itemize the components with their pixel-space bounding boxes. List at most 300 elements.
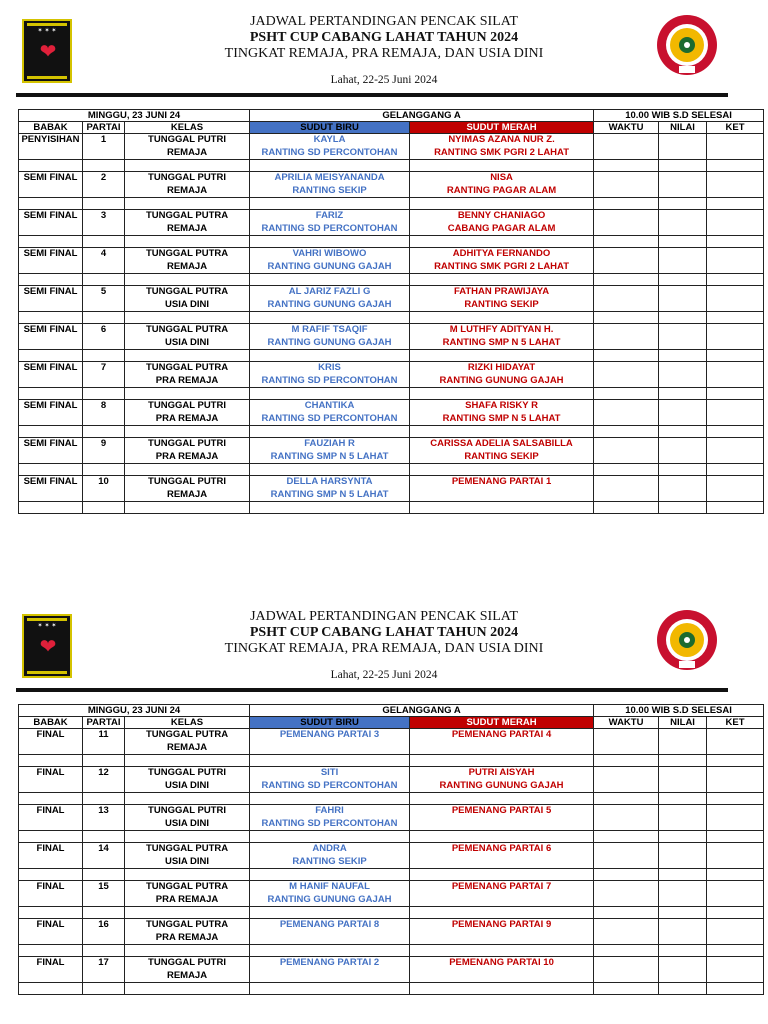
- day-cell: MINGGU, 23 JUNI 24: [19, 705, 250, 717]
- spacer-row: [19, 869, 764, 881]
- spacer-cell: [410, 160, 594, 172]
- babak-cell: PENYISIHAN: [19, 134, 83, 160]
- time-cell: 10.00 WIB S.D SELESAI: [594, 705, 764, 717]
- sudut-merah-cell-line-2: RANTING GUNUNG GAJAH: [439, 374, 564, 386]
- spacer-cell: [659, 755, 707, 767]
- table-row: [19, 843, 764, 869]
- babak-cell: FINAL: [19, 729, 83, 755]
- spacer-cell: [594, 160, 659, 172]
- kelas-cell: [125, 210, 250, 236]
- spacer-row: [19, 312, 764, 324]
- spacer-cell: [659, 426, 707, 438]
- babak-cell: FINAL: [19, 767, 83, 793]
- ket-cell: [707, 767, 764, 793]
- spacer-cell: [410, 198, 594, 210]
- table-row: [19, 324, 764, 350]
- table-row: [19, 210, 764, 236]
- spacer-row: [19, 198, 764, 210]
- sudut-biru-cell: [250, 134, 410, 160]
- sudut-merah-cell-line-2: RANTING SMP N 5 LAHAT: [442, 412, 561, 424]
- sudut-biru-cell-line-1: FARIZ: [315, 210, 344, 221]
- psht-emblem-icon: ✶ ✶ ✶ ❤: [22, 19, 72, 83]
- spacer-cell: [410, 983, 594, 995]
- sudut-merah-cell: [410, 438, 594, 464]
- sudut-merah-cell-line-1: FATHAN PRAWIJAYA: [453, 286, 550, 297]
- table-day-row: [19, 110, 764, 122]
- sudut-merah-cell: [410, 476, 594, 502]
- column-header: KET: [707, 122, 764, 134]
- ket-cell: [707, 286, 764, 312]
- spacer-cell: [19, 502, 83, 514]
- kelas-cell-line-1: TUNGGAL PUTRI: [148, 438, 226, 449]
- ket-cell: [707, 400, 764, 426]
- kelas-cell: [125, 957, 250, 983]
- ket-cell: [707, 134, 764, 160]
- spacer-cell: [410, 388, 594, 400]
- sudut-biru-cell-line-2: RANTING SD PERCONTOHAN: [261, 412, 398, 424]
- sudut-merah-cell-line-1: PEMENANG PARTAI 1: [451, 476, 552, 487]
- partai-cell: 2: [83, 172, 125, 198]
- spacer-cell: [594, 236, 659, 248]
- babak-cell: SEMI FINAL: [19, 286, 83, 312]
- nilai-cell: [659, 729, 707, 755]
- spacer-cell: [83, 464, 125, 476]
- spacer-cell: [19, 907, 83, 919]
- table-row: [19, 172, 764, 198]
- partai-cell: 12: [83, 767, 125, 793]
- spacer-cell: [659, 945, 707, 957]
- spacer-cell: [659, 236, 707, 248]
- sudut-merah-cell-line-1: PEMENANG PARTAI 5: [451, 805, 552, 816]
- table-header-row: [19, 717, 764, 729]
- partai-cell: 6: [83, 324, 125, 350]
- column-header: KET: [707, 717, 764, 729]
- header-title-2: PSHT CUP CABANG LAHAT TAHUN 2024: [249, 625, 519, 640]
- spacer-cell: [659, 274, 707, 286]
- column-header: BABAK: [19, 122, 83, 134]
- spacer-cell: [250, 945, 410, 957]
- spacer-cell: [410, 831, 594, 843]
- sudut-merah-cell-line-2: RANTING SMK PGRI 2 LAHAT: [434, 260, 569, 272]
- sudut-biru-cell-line-1: FAUZIAH R: [304, 438, 355, 449]
- ket-cell: [707, 324, 764, 350]
- kelas-cell-line-1: TUNGGAL PUTRA: [145, 210, 229, 221]
- column-header: NILAI: [659, 717, 707, 729]
- sudut-biru-cell-line-1: VAHRI WIBOWO: [292, 248, 367, 259]
- partai-cell: 7: [83, 362, 125, 388]
- spacer-cell: [19, 755, 83, 767]
- kelas-cell-line-2: USIA DINI: [165, 298, 209, 310]
- header-title-2: PSHT CUP CABANG LAHAT TAHUN 2024: [249, 30, 519, 45]
- sudut-biru-cell: [250, 805, 410, 831]
- table-row: [19, 248, 764, 274]
- spacer-cell: [594, 388, 659, 400]
- sudut-biru-cell-line-2: RANTING SD PERCONTOHAN: [261, 817, 398, 829]
- sudut-biru-cell-line-1: PEMENANG PARTAI 8: [279, 919, 380, 930]
- ket-cell: [707, 957, 764, 983]
- sudut-biru-cell-line-1: KRIS: [318, 362, 341, 373]
- kelas-cell-line-1: TUNGGAL PUTRA: [145, 881, 229, 892]
- partai-cell: 15: [83, 881, 125, 907]
- sudut-biru-cell-line-1: ANDRA: [312, 843, 347, 854]
- kelas-cell-line-2: REMAJA: [166, 184, 208, 196]
- spacer-cell: [125, 983, 250, 995]
- spacer-cell: [83, 236, 125, 248]
- kelas-cell: [125, 843, 250, 869]
- ket-cell: [707, 362, 764, 388]
- spacer-cell: [83, 502, 125, 514]
- kelas-cell-line-1: TUNGGAL PUTRA: [145, 919, 229, 930]
- table-row: [19, 805, 764, 831]
- spacer-cell: [707, 388, 764, 400]
- column-header: SUDUT BIRU: [250, 717, 410, 729]
- spacer-cell: [594, 350, 659, 362]
- sudut-biru-cell-line-2: RANTING GUNUNG GAJAH: [267, 893, 392, 905]
- babak-cell: FINAL: [19, 881, 83, 907]
- sudut-merah-cell-line-2: RANTING SEKIP: [464, 298, 539, 310]
- spacer-cell: [707, 502, 764, 514]
- waktu-cell: [594, 172, 659, 198]
- spacer-row: [19, 388, 764, 400]
- sudut-biru-cell: [250, 438, 410, 464]
- sudut-biru-cell-line-1: M HANIF NAUFAL: [289, 881, 370, 892]
- babak-cell: FINAL: [19, 919, 83, 945]
- sudut-merah-cell: [410, 843, 594, 869]
- spacer-cell: [410, 350, 594, 362]
- spacer-cell: [250, 907, 410, 919]
- sudut-biru-cell-line-2: RANTING GUNUNG GAJAH: [267, 298, 392, 310]
- babak-cell: FINAL: [19, 805, 83, 831]
- column-header: WAKTU: [594, 717, 659, 729]
- sudut-biru-cell: [250, 476, 410, 502]
- waktu-cell: [594, 210, 659, 236]
- spacer-cell: [250, 869, 410, 881]
- column-header: PARTAI: [83, 717, 125, 729]
- spacer-cell: [19, 350, 83, 362]
- kelas-cell-line-2: PRA REMAJA: [155, 412, 219, 424]
- kelas-cell-line-2: USIA DINI: [165, 817, 209, 829]
- sudut-biru-cell-line-2: RANTING SEKIP: [292, 855, 367, 867]
- spacer-cell: [707, 464, 764, 476]
- kelas-cell-line-1: TUNGGAL PUTRI: [148, 767, 226, 778]
- nilai-cell: [659, 881, 707, 907]
- spacer-cell: [125, 755, 250, 767]
- partai-cell: 11: [83, 729, 125, 755]
- spacer-cell: [125, 831, 250, 843]
- day-cell: MINGGU, 23 JUNI 24: [19, 110, 250, 122]
- kelas-cell: [125, 729, 250, 755]
- spacer-cell: [594, 907, 659, 919]
- spacer-cell: [250, 464, 410, 476]
- kelas-cell: [125, 881, 250, 907]
- spacer-cell: [83, 755, 125, 767]
- partai-cell: 4: [83, 248, 125, 274]
- sudut-merah-cell-line-2: RANTING GUNUNG GAJAH: [439, 779, 564, 791]
- waktu-cell: [594, 286, 659, 312]
- babak-cell: SEMI FINAL: [19, 476, 83, 502]
- sudut-merah-cell-line-1: PEMENANG PARTAI 10: [449, 957, 554, 968]
- spacer-cell: [125, 312, 250, 324]
- spacer-cell: [125, 198, 250, 210]
- sudut-merah-cell: [410, 286, 594, 312]
- nilai-cell: [659, 919, 707, 945]
- header-title-1: JADWAL PERTANDINGAN PENCAK SILAT: [250, 14, 518, 29]
- kelas-cell-line-2: REMAJA: [166, 969, 208, 981]
- sudut-biru-cell-line-1: CHANTIKA: [304, 400, 355, 411]
- spacer-cell: [250, 312, 410, 324]
- spacer-cell: [125, 426, 250, 438]
- waktu-cell: [594, 362, 659, 388]
- babak-cell: FINAL: [19, 843, 83, 869]
- kelas-cell-line-2: REMAJA: [166, 146, 208, 158]
- spacer-cell: [83, 869, 125, 881]
- partai-cell: 8: [83, 400, 125, 426]
- kelas-cell: [125, 400, 250, 426]
- spacer-cell: [83, 160, 125, 172]
- ket-cell: [707, 881, 764, 907]
- kelas-cell-line-1: TUNGGAL PUTRA: [145, 286, 229, 297]
- nilai-cell: [659, 438, 707, 464]
- sudut-merah-cell: [410, 919, 594, 945]
- spacer-cell: [83, 388, 125, 400]
- spacer-cell: [83, 274, 125, 286]
- spacer-cell: [250, 502, 410, 514]
- ket-cell: [707, 210, 764, 236]
- spacer-cell: [594, 793, 659, 805]
- table-row: [19, 286, 764, 312]
- spacer-cell: [125, 502, 250, 514]
- spacer-row: [19, 755, 764, 767]
- nilai-cell: [659, 843, 707, 869]
- babak-cell: FINAL: [19, 957, 83, 983]
- column-header: SUDUT MERAH: [410, 122, 594, 134]
- kelas-cell-line-1: TUNGGAL PUTRI: [148, 400, 226, 411]
- spacer-cell: [594, 869, 659, 881]
- partai-cell: 3: [83, 210, 125, 236]
- sudut-merah-cell-line-1: SHAFA RISKY R: [465, 400, 538, 411]
- spacer-cell: [410, 793, 594, 805]
- sudut-merah-cell-line-2: RANTING SMK PGRI 2 LAHAT: [434, 146, 569, 158]
- ket-cell: [707, 919, 764, 945]
- ket-cell: [707, 843, 764, 869]
- spacer-cell: [659, 502, 707, 514]
- spacer-cell: [83, 983, 125, 995]
- kelas-cell: [125, 362, 250, 388]
- spacer-cell: [125, 869, 250, 881]
- sudut-biru-cell-line-2: RANTING SD PERCONTOHAN: [261, 146, 398, 158]
- spacer-cell: [250, 793, 410, 805]
- nilai-cell: [659, 324, 707, 350]
- spacer-cell: [125, 464, 250, 476]
- spacer-cell: [19, 160, 83, 172]
- spacer-cell: [594, 198, 659, 210]
- header-date: Lahat, 22-25 Juni 2024: [330, 669, 438, 681]
- babak-cell: SEMI FINAL: [19, 400, 83, 426]
- table-row: [19, 476, 764, 502]
- partai-cell: 13: [83, 805, 125, 831]
- babak-cell: SEMI FINAL: [19, 210, 83, 236]
- ket-cell: [707, 729, 764, 755]
- partai-cell: 9: [83, 438, 125, 464]
- spacer-cell: [594, 502, 659, 514]
- time-cell: 10.00 WIB S.D SELESAI: [594, 110, 764, 122]
- spacer-cell: [250, 236, 410, 248]
- spacer-cell: [19, 831, 83, 843]
- column-header: SUDUT BIRU: [250, 122, 410, 134]
- spacer-cell: [707, 350, 764, 362]
- babak-cell: SEMI FINAL: [19, 324, 83, 350]
- kelas-cell-line-1: TUNGGAL PUTRA: [145, 248, 229, 259]
- sudut-biru-cell-line-2: RANTING SD PERCONTOHAN: [261, 222, 398, 234]
- spacer-cell: [125, 388, 250, 400]
- sudut-biru-cell-line-1: AL JARIZ FAZLI G: [288, 286, 371, 297]
- kelas-cell-line-2: REMAJA: [166, 260, 208, 272]
- sudut-merah-cell-line-2: CABANG PAGAR ALAM: [447, 222, 556, 234]
- waktu-cell: [594, 767, 659, 793]
- sudut-biru-cell: [250, 400, 410, 426]
- spacer-cell: [19, 388, 83, 400]
- spacer-cell: [19, 869, 83, 881]
- sudut-merah-cell: [410, 324, 594, 350]
- kelas-cell: [125, 286, 250, 312]
- sudut-merah-cell: [410, 362, 594, 388]
- spacer-cell: [410, 869, 594, 881]
- partai-cell: 5: [83, 286, 125, 312]
- spacer-cell: [83, 350, 125, 362]
- spacer-cell: [19, 793, 83, 805]
- table-row: [19, 729, 764, 755]
- spacer-cell: [250, 755, 410, 767]
- column-header: PARTAI: [83, 122, 125, 134]
- spacer-cell: [250, 198, 410, 210]
- spacer-cell: [659, 160, 707, 172]
- sudut-biru-cell-line-2: RANTING SMP N 5 LAHAT: [270, 488, 389, 500]
- schedule-table: [18, 704, 764, 995]
- nilai-cell: [659, 172, 707, 198]
- kelas-cell-line-2: REMAJA: [166, 222, 208, 234]
- ket-cell: [707, 805, 764, 831]
- waktu-cell: [594, 805, 659, 831]
- spacer-cell: [707, 312, 764, 324]
- babak-cell: SEMI FINAL: [19, 438, 83, 464]
- spacer-row: [19, 502, 764, 514]
- sudut-biru-cell: [250, 919, 410, 945]
- kelas-cell: [125, 919, 250, 945]
- kelas-cell-line-2: PRA REMAJA: [155, 450, 219, 462]
- kelas-cell: [125, 324, 250, 350]
- spacer-row: [19, 160, 764, 172]
- sudut-biru-cell-line-2: RANTING SD PERCONTOHAN: [261, 779, 398, 791]
- spacer-cell: [659, 350, 707, 362]
- spacer-cell: [707, 907, 764, 919]
- waktu-cell: [594, 324, 659, 350]
- nilai-cell: [659, 767, 707, 793]
- kelas-cell-line-2: USIA DINI: [165, 779, 209, 791]
- spacer-cell: [19, 236, 83, 248]
- sudut-merah-cell: [410, 172, 594, 198]
- kelas-cell-line-2: REMAJA: [166, 741, 208, 753]
- table-row: [19, 881, 764, 907]
- spacer-cell: [19, 312, 83, 324]
- ket-cell: [707, 248, 764, 274]
- spacer-cell: [659, 793, 707, 805]
- spacer-cell: [410, 274, 594, 286]
- sudut-biru-cell: [250, 324, 410, 350]
- spacer-cell: [594, 983, 659, 995]
- kelas-cell: [125, 172, 250, 198]
- sudut-merah-cell-line-2: RANTING PAGAR ALAM: [446, 184, 557, 196]
- header-title-3: TINGKAT REMAJA, PRA REMAJA, DAN USIA DINI: [224, 46, 544, 61]
- spacer-cell: [707, 755, 764, 767]
- sudut-biru-cell-line-2: RANTING SD PERCONTOHAN: [261, 374, 398, 386]
- sudut-merah-cell-line-1: ADHITYA FERNANDO: [452, 248, 551, 259]
- table-row: [19, 400, 764, 426]
- spacer-cell: [250, 160, 410, 172]
- column-header: WAKTU: [594, 122, 659, 134]
- table-header-row: [19, 122, 764, 134]
- spacer-row: [19, 426, 764, 438]
- spacer-cell: [125, 907, 250, 919]
- spacer-cell: [410, 426, 594, 438]
- spacer-cell: [707, 793, 764, 805]
- babak-cell: SEMI FINAL: [19, 248, 83, 274]
- partai-cell: 10: [83, 476, 125, 502]
- table-row: [19, 362, 764, 388]
- sudut-biru-cell: [250, 767, 410, 793]
- arena-cell: GELANGGANG A: [250, 705, 594, 717]
- kelas-cell-line-1: TUNGGAL PUTRA: [145, 843, 229, 854]
- spacer-cell: [250, 831, 410, 843]
- sudut-merah-cell: [410, 248, 594, 274]
- table-row: [19, 767, 764, 793]
- sudut-biru-cell: [250, 362, 410, 388]
- kelas-cell-line-2: USIA DINI: [165, 855, 209, 867]
- spacer-cell: [659, 464, 707, 476]
- kelas-cell-line-1: TUNGGAL PUTRI: [148, 957, 226, 968]
- spacer-cell: [707, 983, 764, 995]
- sudut-biru-cell-line-1: FAHRI: [315, 805, 344, 816]
- ket-cell: [707, 438, 764, 464]
- sudut-biru-cell-line-2: RANTING GUNUNG GAJAH: [267, 260, 392, 272]
- schedule-table: [18, 109, 764, 514]
- spacer-cell: [83, 198, 125, 210]
- header-date: Lahat, 22-25 Juni 2024: [330, 74, 438, 86]
- sudut-merah-cell: [410, 210, 594, 236]
- sudut-biru-cell-line-1: M RAFIF TSAQIF: [291, 324, 368, 335]
- waktu-cell: [594, 881, 659, 907]
- spacer-cell: [707, 198, 764, 210]
- spacer-cell: [659, 388, 707, 400]
- sudut-biru-cell-line-2: RANTING GUNUNG GAJAH: [267, 336, 392, 348]
- spacer-cell: [594, 755, 659, 767]
- spacer-cell: [707, 869, 764, 881]
- kelas-cell-line-2: USIA DINI: [165, 336, 209, 348]
- kelas-cell-line-2: REMAJA: [166, 488, 208, 500]
- spacer-cell: [659, 198, 707, 210]
- spacer-cell: [19, 945, 83, 957]
- spacer-cell: [83, 831, 125, 843]
- sudut-merah-cell: [410, 729, 594, 755]
- header-title-1: JADWAL PERTANDINGAN PENCAK SILAT: [250, 609, 518, 624]
- spacer-cell: [19, 464, 83, 476]
- nilai-cell: [659, 400, 707, 426]
- spacer-cell: [707, 831, 764, 843]
- spacer-cell: [659, 312, 707, 324]
- kelas-cell: [125, 438, 250, 464]
- partai-cell: 17: [83, 957, 125, 983]
- ket-cell: [707, 476, 764, 502]
- sudut-biru-cell-line-1: APRILIA MEISYANANDA: [274, 172, 385, 183]
